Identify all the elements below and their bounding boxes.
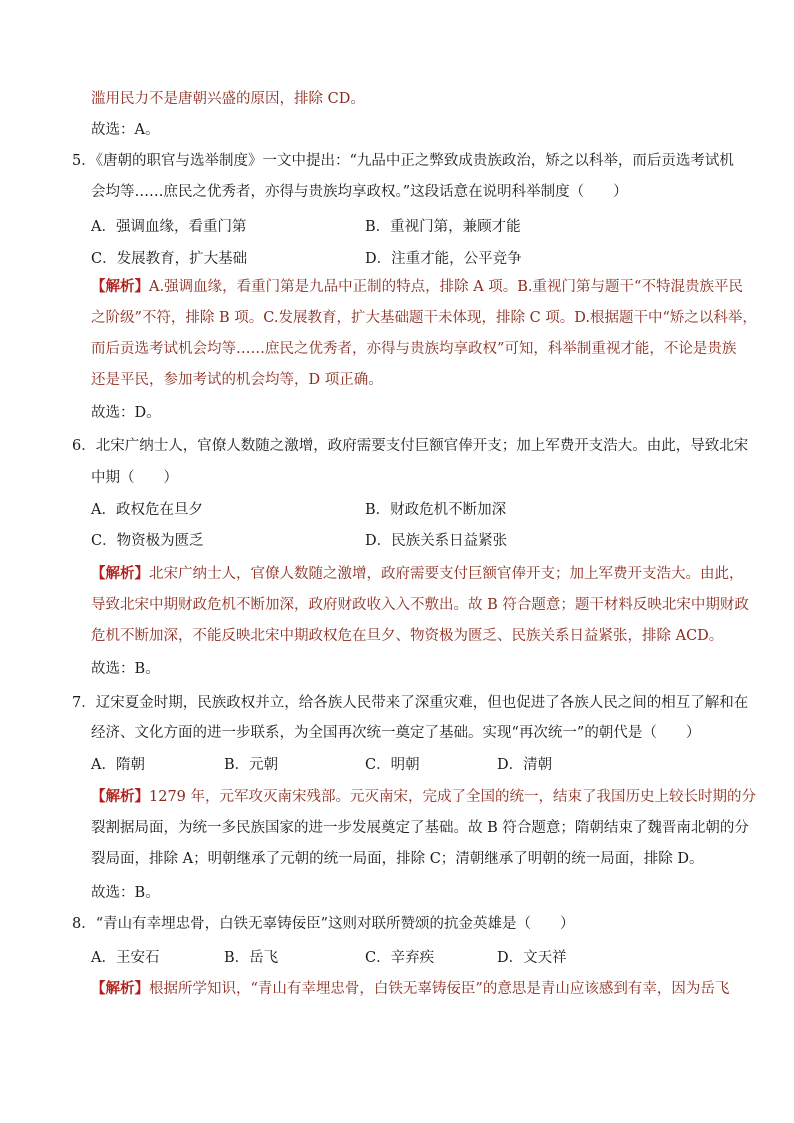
text-line	[0, 914, 794, 934]
answer-option: B．元朝	[224, 757, 279, 773]
line-text: 7．辽宋夏金时期，民族政权并立，给各族人民带来了深重灾难，但也促进了各族人民之间的相互了解和在	[72, 695, 749, 711]
line-text: 5．《唐朝的职官与选举制度》一文中提出：“九品中正之弊致成贵族政治，矫之以科举，而后贡选考试机	[72, 153, 734, 169]
answer-options	[0, 531, 794, 551]
line-text: 故选：D。	[91, 405, 161, 421]
analysis-text: 1279 年，元军攻灭南宋残部。元灭南宋，完成了全国的统一，结束了我国历史上较长时期的分	[149, 789, 757, 805]
answer-option: D．注重才能，公平竞争	[365, 251, 522, 267]
answer-option: A．强调血缘，看重门第	[91, 219, 247, 235]
text-line	[0, 723, 794, 743]
text-line	[0, 818, 794, 838]
answer-options	[0, 249, 794, 269]
line-text: 故选：B。	[91, 885, 160, 901]
line-text: 裂局面，排除 A；明朝继承了元朝的统一局面，排除 C；清朝继承了明朝的统一局面，排除 D。	[91, 851, 704, 867]
text-line	[0, 595, 794, 615]
answer-option: D．清朝	[497, 757, 553, 773]
analysis-line	[0, 277, 794, 297]
text-line	[0, 693, 794, 713]
answer-option: C．物资极为匮乏	[91, 533, 204, 549]
line-text: 危机不断加深，不能反映北宋中期政权危在旦夕、物资极为匮乏、民族关系日益紧张，排除 ACD。	[91, 628, 724, 644]
analysis-line	[0, 564, 794, 584]
answer-options	[0, 755, 794, 775]
answer-option: B．岳飞	[224, 950, 279, 966]
answer-line	[0, 659, 794, 679]
line-text: 还是平民，参加考试的机会均等，D 项正确。	[91, 372, 383, 388]
answer-option: B．重视门第，兼顾才能	[365, 219, 521, 235]
answer-line	[0, 403, 794, 423]
answer-options	[0, 500, 794, 520]
analysis-text: 北宋广纳士人，官僚人数随之激增，政府需要支付巨额官俸开支；加上军费开支浩大。由此，	[149, 566, 744, 582]
answer-options	[0, 217, 794, 237]
line-text: 故选：B。	[91, 661, 160, 677]
analysis-label: 【解析】	[91, 278, 149, 295]
text-line	[0, 468, 794, 488]
analysis-text: A.强调血缘，看重门第是九品中正制的特点，排除 A 项。B.重视门第与题干“不特混贵族平民	[149, 279, 743, 295]
answer-option: A．政权危在旦夕	[91, 502, 203, 518]
line-text: 经济、文化方面的进一步联系，为全国再次统一奠定了基础。实现“再次统一”的朝代是（ ）	[91, 725, 701, 741]
analysis-label: 【解析】	[91, 788, 149, 805]
line-text: 中期（ ）	[91, 470, 178, 486]
line-text: 滥用民力不是唐朝兴盛的原因，排除 CD。	[91, 91, 365, 107]
answer-option: A．王安石	[91, 950, 160, 966]
answer-options	[0, 948, 794, 968]
text-line	[0, 308, 794, 328]
line-text: 而后贡选考试机会均等……庶民之优秀者，亦得与贵族均享政权”可知，科举制重视才能，不论是贵族	[91, 341, 737, 357]
text-line	[0, 626, 794, 646]
answer-option: D．文天祥	[497, 950, 567, 966]
line-text: 裂割据局面，为统一多民族国家的进一步发展奠定了基础。故 B 符合题意；隋朝结束了魏晋南北朝的分	[91, 820, 749, 836]
text-line	[0, 151, 794, 171]
analysis-line	[0, 979, 794, 999]
line-text: 8．“青山有幸埋忠骨，白铁无辜铸佞臣”这则对联所赞颂的抗金英雄是（ ）	[72, 916, 575, 932]
text-line	[0, 849, 794, 869]
answer-option: C．辛弃疾	[365, 950, 435, 966]
analysis-label: 【解析】	[91, 980, 149, 997]
answer-line	[0, 883, 794, 903]
line-text: 会均等……庶民之优秀者，亦得与贵族均享政权。”这段话意在说明科举制度（ ）	[91, 184, 628, 200]
answer-line	[0, 120, 794, 140]
answer-option: D．民族关系日益紧张	[365, 533, 508, 549]
analysis-text: 根据所学知识，“青山有幸埋忠骨，白铁无辜铸佞臣”的意思是青山应该感到有幸，因为岳飞	[149, 981, 730, 997]
line-text: 导致北宋中期财政危机不断加深，政府财政收入入不敷出。故 B 符合题意；题干材料反映北宋中期财政	[91, 597, 749, 613]
answer-option: C．明朝	[365, 757, 420, 773]
line-text: 6．北宋广纳士人，官僚人数随之激增，政府需要支付巨额官俸开支；加上军费开支浩大。由此，导致北宋	[72, 438, 749, 454]
text-line	[0, 182, 794, 202]
analysis-label: 【解析】	[91, 565, 149, 582]
text-line	[0, 89, 794, 109]
text-line	[0, 436, 794, 456]
text-line	[0, 370, 794, 390]
text-line	[0, 339, 794, 359]
answer-option: A．隋朝	[91, 757, 145, 773]
line-text: 之阶级”不符，排除 B 项。C.发展教育，扩大基础题干未体现，排除 C 项。D.根据题干中“矫之以科举，	[91, 310, 757, 326]
analysis-line	[0, 787, 794, 807]
line-text: 故选：A。	[91, 122, 160, 138]
answer-option: B．财政危机不断加深	[365, 502, 507, 518]
answer-option: C．发展教育，扩大基础	[91, 251, 248, 267]
